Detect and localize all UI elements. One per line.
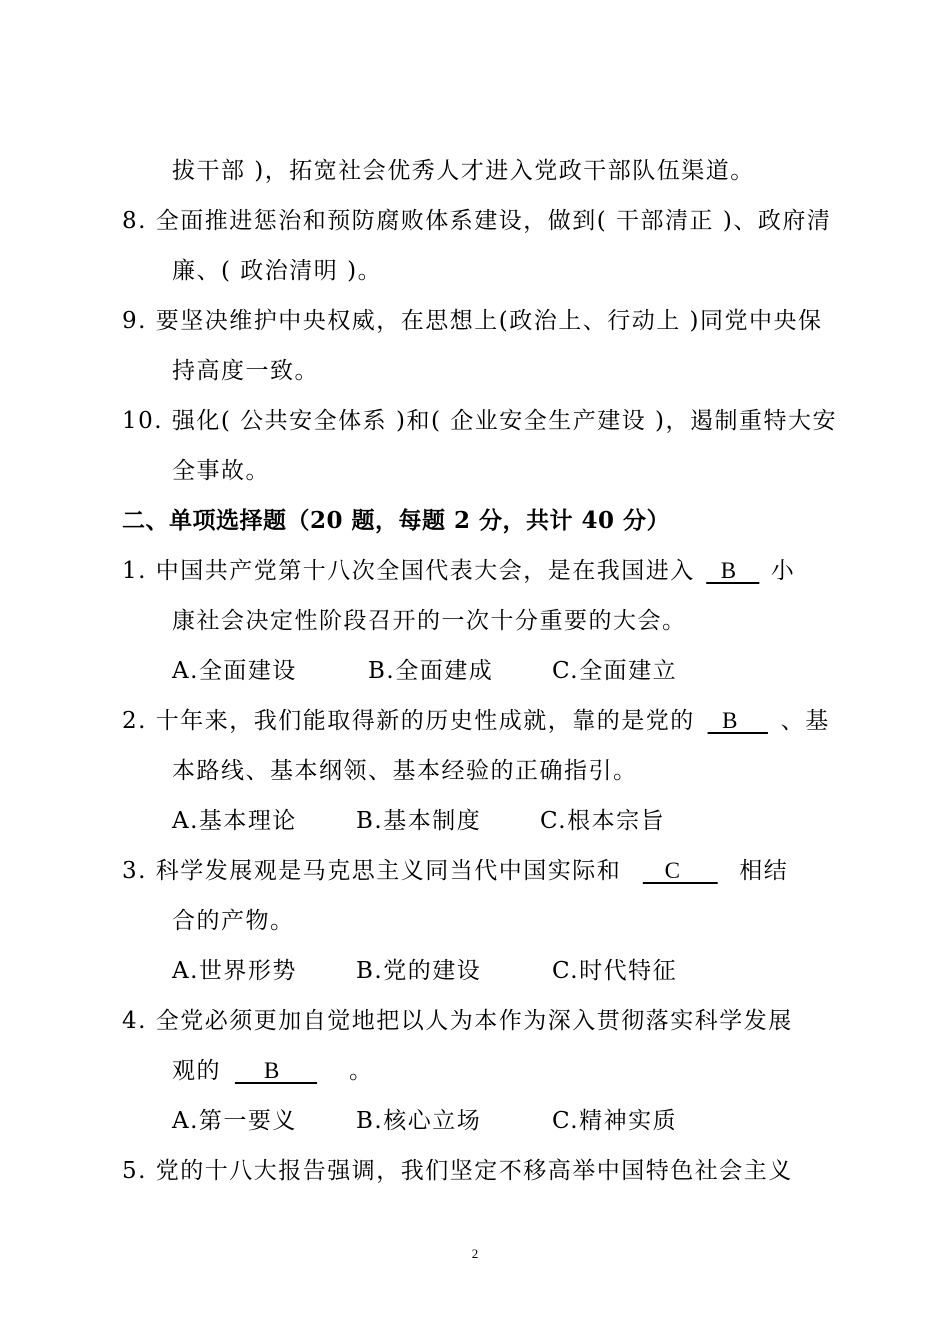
question-1-line-2: 康社会决定性阶段召开的一次十分重要的大会。 (172, 608, 687, 634)
question-1-text-end: 小 (770, 558, 796, 584)
blank-q8-line-1: 8. 全面推进惩治和预防腐败体系建设，做到( 干部清正 )、政府清 (122, 208, 832, 234)
question-2-options (172, 806, 665, 836)
question-4-options (172, 1106, 677, 1136)
question-1-option-a: A.全面建设 (172, 658, 297, 684)
question-1-options (172, 656, 677, 686)
question-5-line-1: 5. 党的十八大报告强调，我们坚定不移高举中国特色社会主义 (122, 1158, 793, 1184)
question-2-answer: B (707, 708, 768, 733)
blank-q8-line-2: 廉、( 政治清明 )。 (172, 258, 383, 284)
question-2-option-b: B.基本制度 (356, 808, 482, 834)
question-4-option-b: B.核心立场 (356, 1108, 482, 1134)
question-2-line-1 (122, 706, 830, 736)
question-4-text-start: 观的 (172, 1058, 221, 1084)
question-4-option-a: A.第一要义 (172, 1108, 297, 1134)
question-1-option-c: C.全面建立 (552, 658, 678, 684)
question-4-option-c: C.精神实质 (552, 1108, 678, 1134)
question-4-text-end: 。 (349, 1058, 374, 1084)
question-4-line-2 (172, 1056, 374, 1086)
question-2-line-2: 本路线、基本纲领、基本经验的正确指引。 (172, 758, 638, 784)
blank-q10-line-2: 全事故。 (172, 458, 270, 484)
blank-q9-line-1: 9. 要坚决维护中央权威，在思想上(政治上、行动上 )同党中央保 (122, 308, 823, 334)
blank-line-1: 拔干部 )，拓宽社会优秀人才进入党政干部队伍渠道。 (172, 158, 755, 184)
question-2-text: 2. 十年来，我们能取得新的历史性成就，靠的是党的 (122, 708, 695, 734)
question-1-answer: B (706, 558, 760, 583)
question-3-answer: C (642, 858, 718, 883)
section-title: 二、单项选择题（20 题，每题 2 分，共计 40 分） (122, 507, 671, 534)
question-3-option-c: C.时代特征 (552, 958, 678, 984)
question-3-options (172, 956, 677, 986)
question-4-line-1: 4. 全党必须更加自觉地把以人为本作为深入贯彻落实科学发展 (122, 1008, 793, 1034)
question-2-option-c: C.根本宗旨 (540, 808, 666, 834)
question-1-line-1 (122, 556, 795, 586)
question-2-text-end: 、基 (780, 708, 830, 734)
question-3-text: 3. 科学发展观是马克思主义同当代中国实际和 (122, 858, 622, 884)
blank-q9-line-2: 持高度一致。 (172, 358, 319, 384)
question-4-answer: B (234, 1058, 318, 1083)
question-3-option-b: B.党的建设 (356, 958, 482, 984)
page-number: 2 (471, 1246, 479, 1261)
question-2-option-a: A.基本理论 (172, 808, 297, 834)
question-3-text-end: 相结 (739, 858, 789, 884)
question-3-option-a: A.世界形势 (172, 958, 297, 984)
question-3-line-2: 合的产物。 (172, 908, 295, 934)
blank-q10-line-1: 10. 强化( 公共安全体系 )和( 企业安全生产建设 )，遏制重特大安 (122, 408, 838, 434)
question-3-line-1 (122, 856, 788, 886)
question-1-option-b: B.全面建成 (368, 658, 494, 684)
question-1-text: 1. 中国共产党第十八次全国代表大会，是在我国进入 (122, 558, 695, 584)
